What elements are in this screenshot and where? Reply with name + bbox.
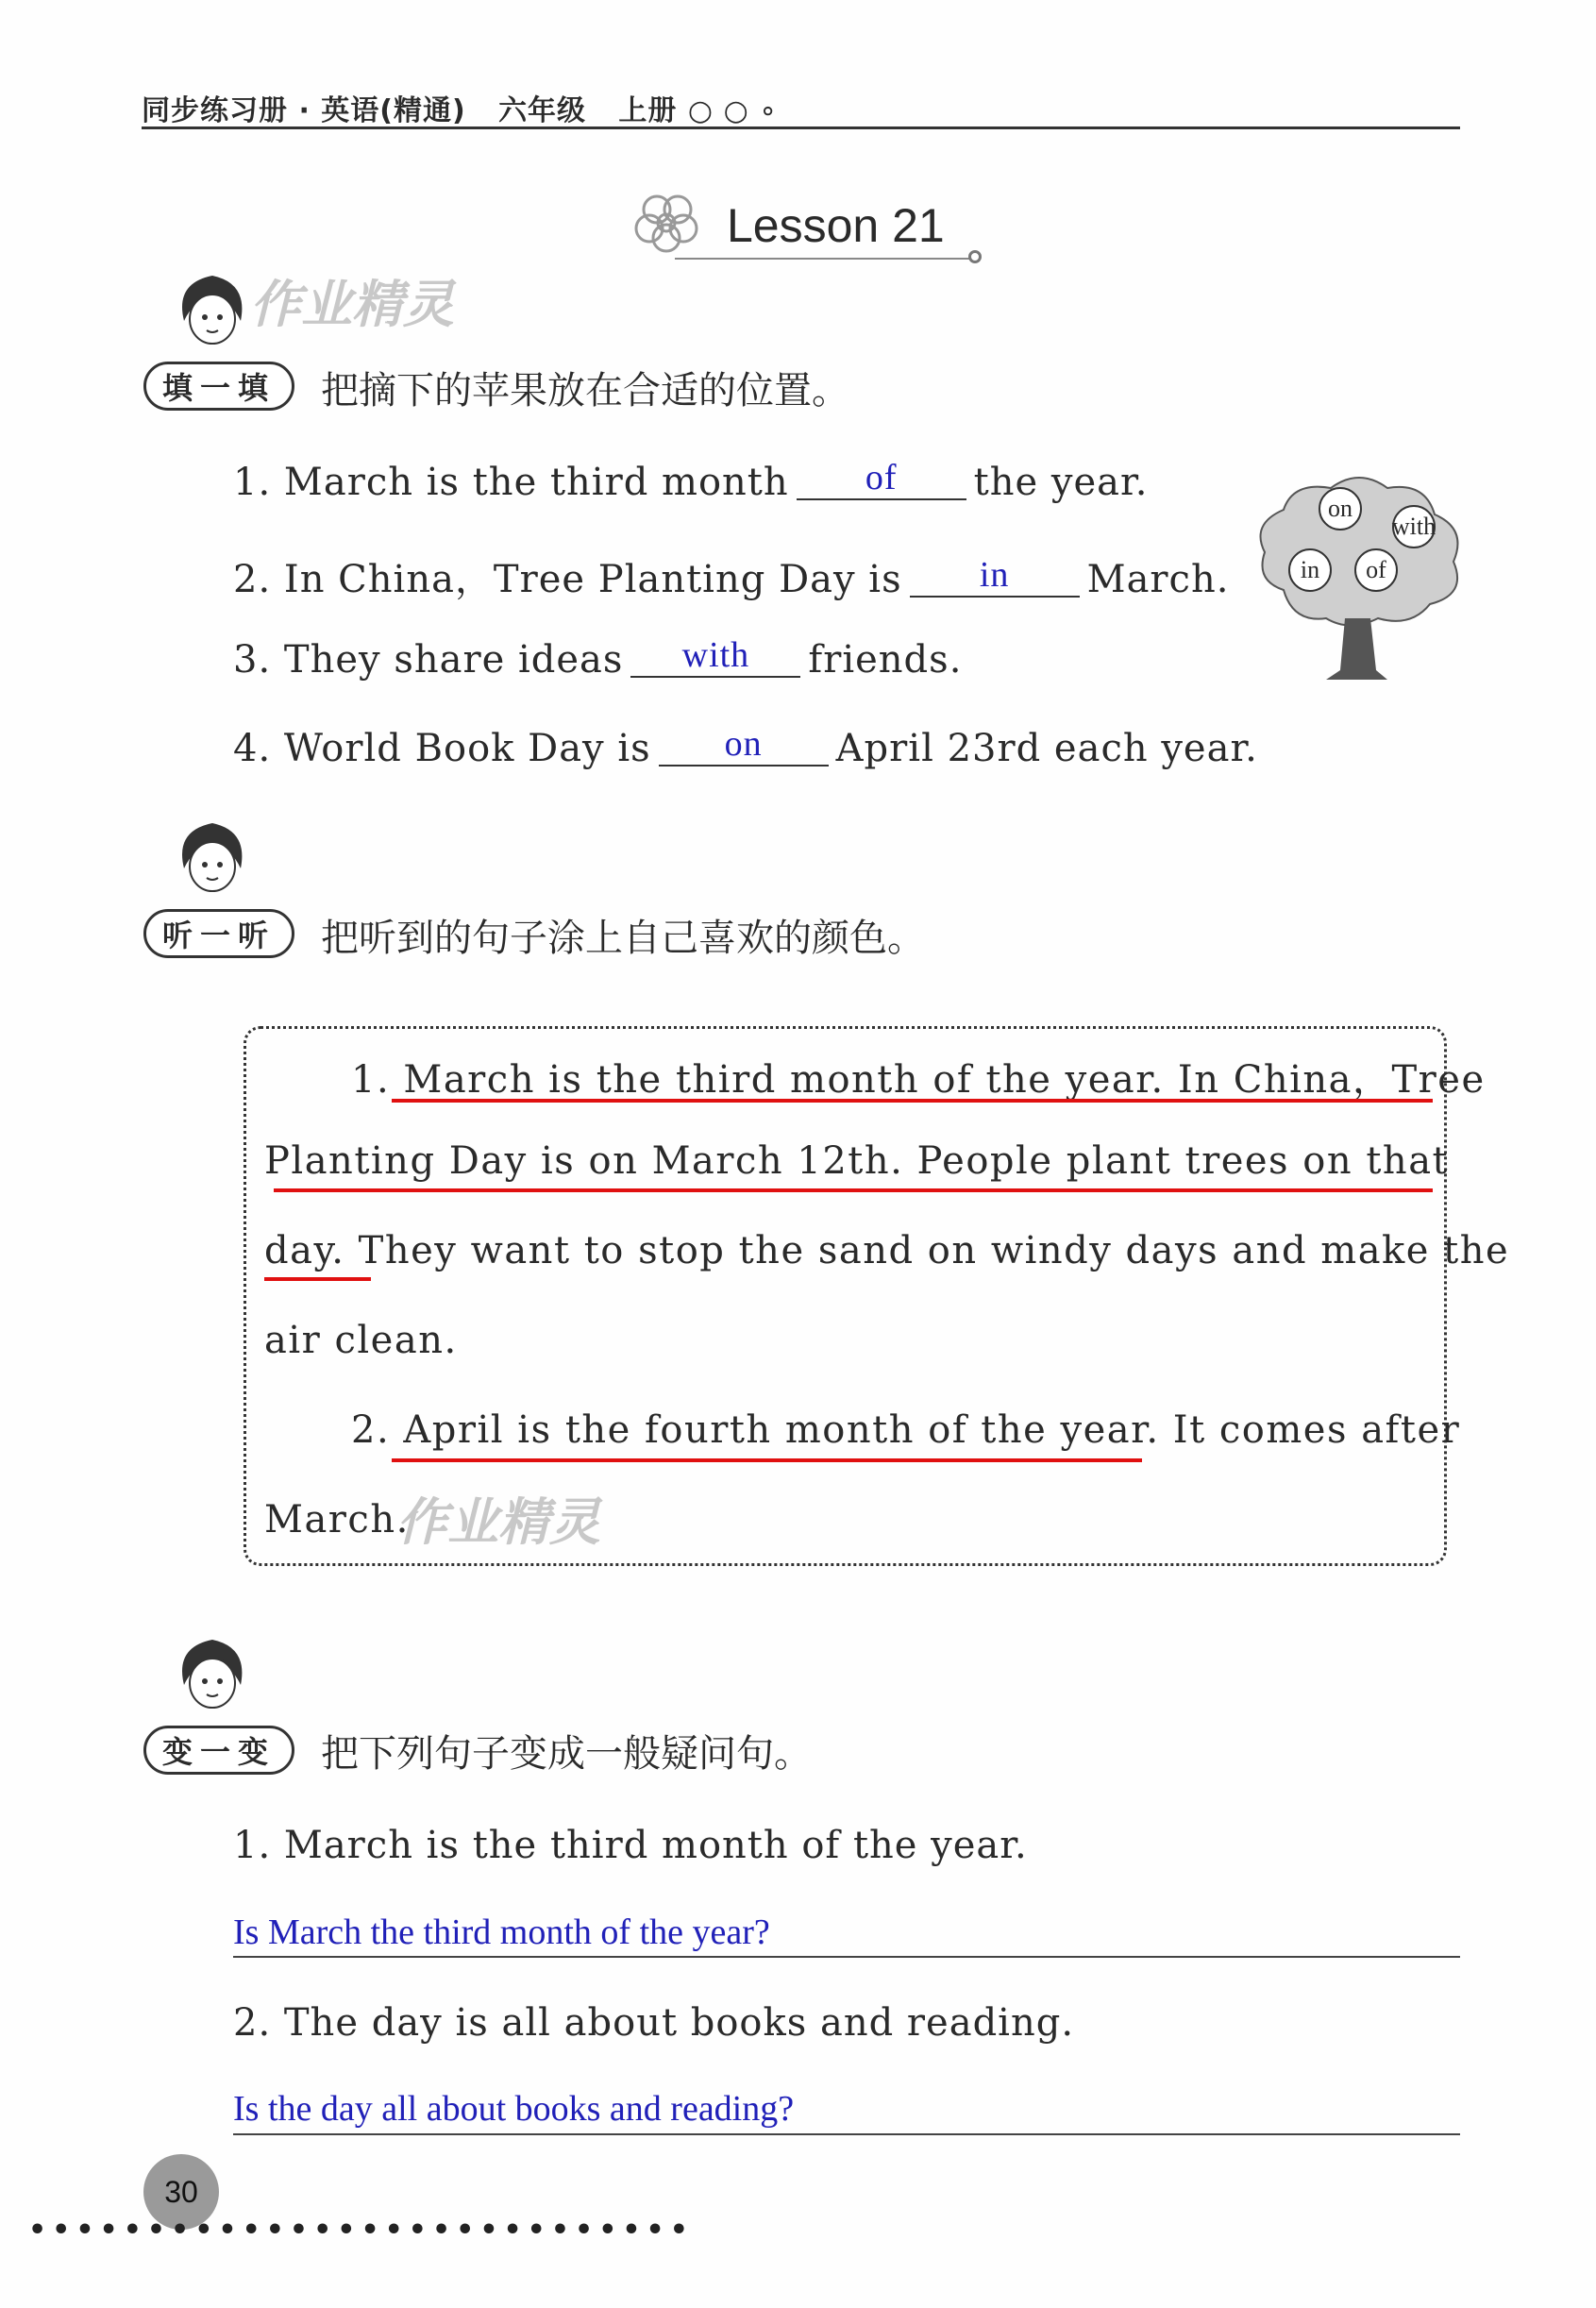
apple-word-of[interactable]: of	[1354, 548, 1398, 592]
grade-label: 六年级	[498, 94, 587, 127]
apple-word-with[interactable]: with	[1392, 505, 1436, 548]
header-rule	[142, 126, 1460, 129]
watermark-top: 作业精灵	[250, 275, 454, 334]
fill-badge: 填一填	[143, 362, 294, 411]
fill-item-1: 1. March is the third month of the year.	[233, 458, 1149, 504]
listen-badge: 听一听	[143, 909, 294, 958]
passage-line-4: air clean.	[264, 1319, 458, 1362]
change-question-2: 2. The day is all about books and reading.	[233, 2001, 1075, 2045]
highlight-underline	[392, 1099, 1433, 1103]
change-answer-1[interactable]: Is March the third month of the year?	[233, 1912, 770, 1952]
fill-blank-3[interactable]: with	[630, 634, 800, 678]
listen-instruction: 把听到的句子涂上自己喜欢的颜色。	[321, 917, 925, 960]
highlight-underline	[264, 1277, 371, 1281]
change-question-1: 1. March is the third month of the year.	[233, 1824, 1028, 1867]
passage-line-3: day. They want to stop the sand on windy days and make the	[264, 1229, 1510, 1272]
passage-line-6: March.	[264, 1498, 410, 1541]
change-instruction: 把下列句子变成一般疑问句。	[321, 1732, 812, 1776]
girl-thinking-icon	[165, 1628, 260, 1723]
highlight-underline	[274, 1188, 1433, 1192]
passage-line-2: Planting Day is on March 12th. People plant trees on that	[264, 1139, 1450, 1183]
fill-item-3: 3. They share ideas with friends.	[233, 635, 963, 682]
fill-blank-4[interactable]: on	[659, 723, 829, 767]
answer-rule-2	[233, 2133, 1460, 2135]
passage-line-1: 1. March is the third month of the year. In China，Tree	[351, 1058, 1486, 1102]
girl-writing-icon	[165, 264, 260, 359]
fill-instruction: 把摘下的苹果放在合适的位置。	[321, 369, 849, 413]
lesson-dot	[968, 250, 982, 263]
watermark-middle: 作业精灵	[396, 1492, 600, 1552]
footer-dots: ••••••••••••••••••••••••••••	[28, 2214, 694, 2247]
page-header	[142, 87, 778, 128]
fill-item-2: 2. In China，Tree Planting Day is in March.	[233, 555, 1230, 601]
change-badge: 变一变	[143, 1726, 294, 1775]
lesson-title: Lesson 21	[727, 199, 945, 252]
lesson-rule	[675, 258, 972, 260]
page-number: 30	[143, 2154, 219, 2230]
circles-decoration: ○ ○ ∘	[687, 94, 779, 127]
fill-blank-2[interactable]: in	[910, 554, 1080, 598]
fill-blank-1[interactable]: of	[797, 457, 966, 500]
apple-word-on[interactable]: on	[1319, 487, 1362, 531]
apple-word-in[interactable]: in	[1288, 548, 1332, 592]
book-title: 同步练习册 · 英语(精通)	[142, 94, 466, 127]
answer-rule-1	[233, 1956, 1460, 1958]
volume-label: 上册	[618, 94, 678, 127]
girl-listening-icon	[165, 812, 260, 906]
highlight-underline	[392, 1458, 1142, 1462]
change-answer-2[interactable]: Is the day all about books and reading?	[233, 2089, 795, 2129]
flower-icon	[630, 189, 706, 255]
fill-item-4: 4. World Book Day is on April 23rd each year.	[233, 724, 1258, 770]
passage-line-5: 2. April is the fourth month of the year. It comes after	[351, 1408, 1461, 1452]
